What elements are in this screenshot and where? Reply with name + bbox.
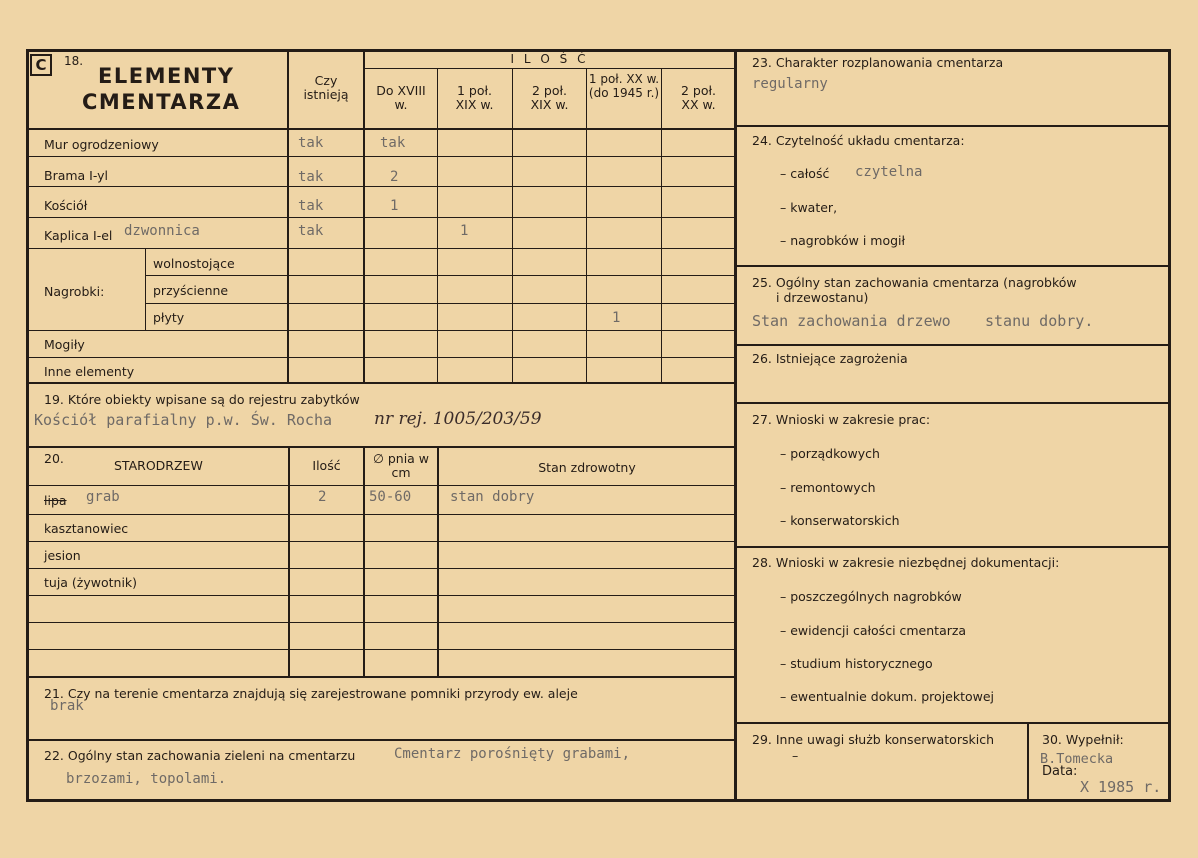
section24-answer: czytelna [855, 164, 923, 180]
extra-row-label: Mogiły [44, 337, 85, 352]
element-label: Kaplica I-el [44, 228, 113, 243]
gravestone-type: wolnostojące [153, 256, 235, 271]
form-code-box [30, 54, 52, 76]
element-label: Brama I-yl [44, 168, 109, 183]
gravestone-type: przyścienne [153, 283, 229, 298]
date-label: Data: [1042, 764, 1078, 779]
section25-answer: Stan zachowania drzewo [752, 312, 951, 330]
tree-label: kasztanowiec [44, 521, 129, 536]
period-header: 2 poł. XX w. [680, 83, 717, 113]
tree-label: jesion [44, 548, 81, 563]
element-qty-xviii: 1 [390, 198, 399, 214]
section27-item: – porządkowych [780, 446, 880, 461]
section24-item: – całość [780, 166, 830, 181]
element-exists: tak [298, 223, 324, 239]
section25-answer: stanu dobry. [985, 312, 1094, 330]
section24-title: 24. Czytelność układu cmentarza: [752, 133, 965, 148]
element-exists: tak [298, 198, 324, 214]
section28-title: 28. Wnioski w zakresie niezbędnej dokumentacji: [752, 555, 1060, 570]
section28-item: – ewentualnie dokum. projektowej [780, 689, 995, 704]
tree-label: tuja (żywotnik) [44, 575, 138, 590]
element-exists: tak [298, 169, 324, 185]
section26-title: 26. Istniejące zagrożenia [752, 351, 908, 366]
section24-item: – nagrobków i mogił [780, 233, 906, 248]
gravestones-label: Nagrobki: [44, 284, 105, 299]
section22-answer: brzozami, topolami. [66, 771, 227, 787]
section28-item: – studium historycznego [780, 656, 933, 671]
registry-typed: Kościół parafialny p.w. Św. Rocha [34, 411, 333, 429]
section28-item: – ewidencji całości cmentarza [780, 623, 967, 638]
tree-health: stan dobry [450, 489, 535, 505]
trees-title: STARODRZEW [114, 458, 203, 473]
period-header: 2 poł. XIX w. [530, 83, 569, 113]
trees-number: 20. [44, 451, 64, 466]
section28-item: – poszczególnych nagrobków [780, 589, 962, 604]
col-exists-header: Czy istnieją [303, 73, 349, 103]
tree-overtyped: grab [86, 489, 120, 505]
section27-item: – konserwatorskich [780, 513, 900, 528]
section-title-line2: CMENTARZA [82, 90, 241, 114]
quantity-header: I L O Ś Ć [510, 52, 589, 66]
section29-title: 29. Inne uwagi służb konserwatorskich [752, 732, 994, 747]
tree-diameter: 50-60 [369, 489, 412, 505]
period-header: 1 poł. XIX w. [455, 83, 494, 113]
section-title-line1: ELEMENTY [98, 64, 235, 88]
element-qty-xviii: 2 [390, 169, 399, 185]
section24-item: – kwater, [780, 200, 838, 215]
section27-title: 27. Wnioski w zakresie prac: [752, 412, 931, 427]
section30-title: 30. Wypełnił: [1042, 732, 1124, 747]
section22-answer: Cmentarz porośnięty grabami, [394, 746, 631, 762]
trees-col-qty: Ilość [312, 458, 341, 473]
extra-row-label: Inne elementy [44, 364, 135, 379]
section25-title: 25. Ogólny stan zachowania cmentarza (nagrobków [752, 275, 1077, 290]
section21-question: 21. Czy na terenie cmentarza znajdują się zarejestrowane pomniki przyrody ew. aleje [44, 686, 578, 701]
element-label: Kościół [44, 198, 88, 213]
period-header: 1 poł. XX w. (do 1945 r.) [588, 72, 660, 100]
tree-qty: 2 [318, 489, 327, 505]
element-overtyped: dzwonnica [124, 223, 200, 239]
trees-col-health: Stan zdrowotny [538, 460, 636, 475]
element-qty-xix1: 1 [460, 223, 469, 239]
section29-answer: – [792, 748, 799, 763]
trees-col-diameter: ∅ pnia w cm [372, 451, 430, 481]
section23-title: 23. Charakter rozplanowania cmentarza [752, 55, 1004, 70]
registry-handwritten: nr rej. 1005/203/59 [374, 409, 542, 429]
filled-by: B.Tomecka [1040, 751, 1114, 767]
form-code: C [35, 56, 47, 74]
tree-label: lipa [44, 493, 67, 508]
section-number: 18. [64, 54, 84, 68]
section21-answer: brak [50, 698, 84, 714]
element-label: Mur ogrodzeniowy [44, 137, 159, 152]
section25-title: i drzewostanu) [776, 290, 869, 305]
date-value: X 1985 r. [1080, 778, 1162, 796]
registry-question: 19. Które obiekty wpisane są do rejestru zabytków [44, 392, 360, 407]
gravestone-type: płyty [153, 310, 185, 325]
section22-question: 22. Ogólny stan zachowania zieleni na cmentarzu [44, 748, 356, 763]
section27-item: – remontowych [780, 480, 876, 495]
element-qty-xviii: tak [380, 135, 406, 151]
section23-answer: regularny [752, 76, 828, 92]
element-exists: tak [298, 135, 324, 151]
gravestone-qty-xx1: 1 [612, 310, 621, 326]
period-header: Do XVIII w. [376, 83, 426, 113]
